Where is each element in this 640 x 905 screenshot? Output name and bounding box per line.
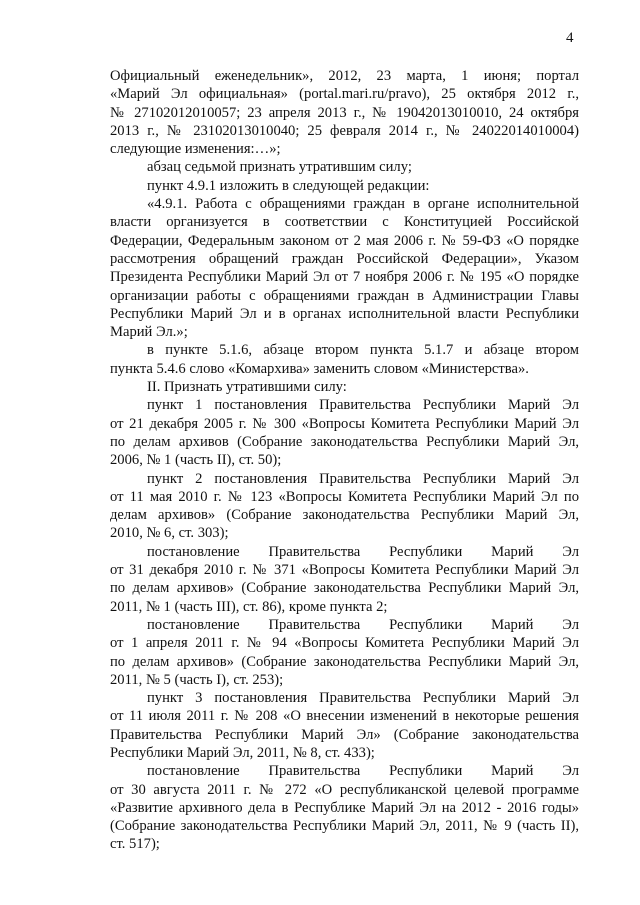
- text-line: 2011, № 1 (часть III), ст. 86), кроме пункта 2;: [110, 598, 388, 615]
- text-line: II. Признать утратившими силу:: [147, 379, 347, 396]
- text-line: Федерации, Федеральным законом от 2 мая 2006 г. № 59-ФЗ «О порядке: [110, 232, 579, 249]
- text-line: Официальный еженедельник», 2012, 23 марта, 1 июня; портал: [110, 68, 579, 84]
- text-line: абзац седьмой признать утратившим силу;: [147, 159, 412, 176]
- text-line: «Развитие архивного дела в Республике Марий Эл на 2012 - 2016 годы»: [110, 799, 579, 816]
- document-body: [110, 67, 579, 854]
- text-line: от 30 августа 2011 г. № 272 «О республиканской целевой программе: [110, 781, 579, 798]
- text-line: Республики Марий Эл и в органах исполнительной власти Республики: [110, 305, 579, 322]
- text-line: следующие изменения:…»;: [110, 141, 281, 158]
- text-line: пункт 2 постановления Правительства Республики Марий Эл: [147, 470, 579, 487]
- text-line: от 1 апреля 2011 г. № 94 «Вопросы Комитета Республики Марий Эл: [110, 635, 579, 652]
- text-line: по делам архивов» (Собрание законодательства Республики Марий Эл,: [110, 580, 579, 597]
- text-line: Республики Марий Эл, 2011, № 8, ст. 433);: [110, 744, 375, 761]
- text-line: «Марий Эл официальная» (portal.mari.ru/pravo), 25 октября 2012 г.,: [110, 86, 579, 103]
- text-line: от 11 мая 2010 г. № 123 «Вопросы Комитета Республики Марий Эл по: [110, 488, 579, 505]
- text-line: пункт 3 постановления Правительства Республики Марий Эл: [147, 690, 579, 707]
- text-line: Марий Эл.»;: [110, 324, 188, 341]
- text-line: 2010, № 6, ст. 303);: [110, 525, 229, 542]
- text-line: по делам архивов» (Собрание законодательства Республики Марий Эл,: [110, 653, 579, 670]
- text-line: ст. 517);: [110, 836, 160, 853]
- text-line: от 11 июля 2011 г. № 208 «О внесении изменений в некоторые решения: [110, 708, 579, 725]
- text-line: 2006, № 1 (часть II), ст. 50);: [110, 452, 282, 469]
- text-line: рассмотрения обращений граждан Российской Федерации», Указом: [110, 250, 579, 267]
- text-line: делам архивов» (Собрание законодательства Республики Марий Эл,: [110, 507, 579, 524]
- text-line: организации работы с обращениями граждан в Администрации Главы: [110, 287, 579, 304]
- text-line: постановление Правительства Республики Марий Эл: [147, 763, 579, 780]
- text-line: 2013 г., № 23102013010040; 25 февраля 2014 г., № 24022014010004): [110, 122, 579, 139]
- text-line: № 27102012010057; 23 апреля 2013 г., № 19042013010010, 24 октября: [110, 104, 579, 121]
- text-line: пункта 5.4.6 слово «Комархива» заменить словом «Министерства».: [110, 360, 529, 377]
- text-line: «4.9.1. Работа с обращениями граждан в органе исполнительной: [147, 196, 579, 213]
- page-number: 4: [566, 30, 574, 46]
- text-line: пункт 1 постановления Правительства Республики Марий Эл: [147, 397, 579, 414]
- text-line: 2011, № 5 (часть I), ст. 253);: [110, 671, 284, 688]
- text-line: от 31 декабря 2010 г. № 371 «Вопросы Комитета Республики Марий Эл: [110, 562, 579, 579]
- text-line: власти организуется в соответствии с Конституцией Российской: [110, 214, 579, 231]
- text-line: Президента Республики Марий Эл от 7 ноября 2006 г. № 195 «О порядке: [110, 269, 579, 286]
- text-line: в пункте 5.1.6, абзаце втором пункта 5.1.7 и абзаце втором: [147, 342, 579, 359]
- text-line: пункт 4.9.1 изложить в следующей редакции:: [147, 177, 430, 194]
- text-line: постановление Правительства Республики Марий Эл: [147, 543, 579, 560]
- text-line: постановление Правительства Республики Марий Эл: [147, 616, 579, 633]
- text-line: от 21 декабря 2005 г. № 300 «Вопросы Комитета Республики Марий Эл: [110, 415, 579, 432]
- text-line: Правительства Республики Марий Эл» (Собрание законодательства: [110, 726, 579, 743]
- text-line: по делам архивов (Собрание законодательства Республики Марий Эл,: [110, 433, 579, 450]
- text-line: (Собрание законодательства Республики Марий Эл, 2011, № 9 (часть II),: [110, 818, 579, 835]
